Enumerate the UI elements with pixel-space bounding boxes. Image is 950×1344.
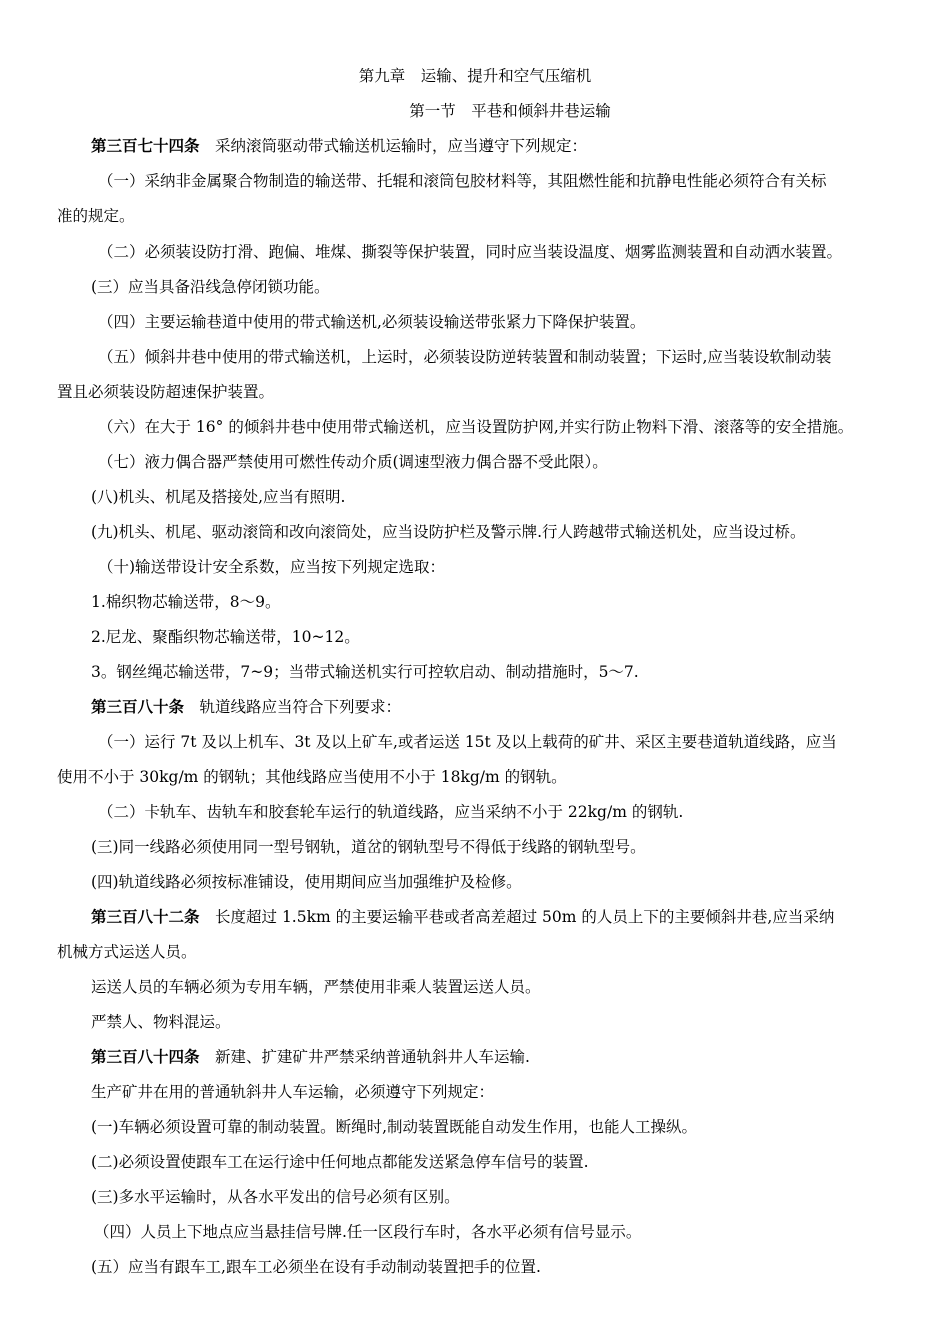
- paragraph-line: 机械方式运送人员。: [57, 943, 197, 961]
- paragraph-line: (一)车辆必须设置可靠的制动装置。断绳时,制动装置既能自动发生作用，也能人工操纵。: [91, 1118, 698, 1136]
- article-374-heading: [91, 136, 587, 156]
- paragraph-line: (三)多水平运输时，从各水平发出的信号必须有区别。: [91, 1188, 460, 1206]
- paragraph-line: （二）必须装设防打滑、跑偏、堆煤、撕裂等保护装置，同时应当装设温度、烟雾监测装置和自动洒水装置。: [98, 243, 843, 261]
- paragraph-line: （五）倾斜井巷中使用的带式输送机，上运时，必须装设防逆转装置和制动装置；下运时,应当装设软制动装: [98, 348, 832, 366]
- paragraph-line: (三）应当具备沿线急停闭锁功能。: [91, 278, 330, 296]
- paragraph-line: (二)必须设置使跟车工在运行途中任何地点都能发送紧急停车信号的装置.: [91, 1153, 589, 1171]
- paragraph-line: 1.棉织物芯输送带，8～9。: [91, 593, 281, 611]
- article-number: 第三百八十四条: [91, 1048, 200, 1066]
- paragraph-line: (四)轨道线路必须按标准铺设，使用期间应当加强维护及检修。: [91, 873, 522, 891]
- article-number: 第三百八十二条: [91, 908, 200, 926]
- paragraph-line: （一）采纳非金属聚合物制造的输送带、托辊和滚筒包胶材料等，其阻燃性能和抗静电性能必须符合有关标: [98, 172, 827, 190]
- paragraph-line: (九)机头、机尾、驱动滚筒和改向滚筒处，应当设防护栏及警示牌.行人跨越带式输送机处，应当设过桥。: [91, 523, 806, 541]
- paragraph-line: （四）主要运输巷道中使用的带式输送机,必须装设输送带张紧力下降保护装置。: [98, 313, 646, 331]
- paragraph-line: 使用不小于 30kg/m 的钢轨；其他线路应当使用不小于 18kg/m 的钢轨。: [57, 768, 567, 786]
- paragraph-line: 生产矿井在用的普通轨斜井人车运输，必须遵守下列规定：: [91, 1083, 495, 1101]
- article-384-heading: [91, 1047, 530, 1067]
- article-text: 新建、扩建矿井严禁采纳普通轨斜井人车运输.: [199, 1048, 530, 1066]
- article-number: 第三百八十条: [91, 698, 185, 716]
- article-382-heading: [91, 907, 834, 927]
- paragraph-line: （十)输送带设计安全系数，应当按下列规定选取：: [98, 558, 446, 576]
- chapter-title: 第九章 运输、提升和空气压缩机: [358, 67, 592, 85]
- paragraph-line: 3。钢丝绳芯输送带，7~9；当带式输送机实行可控软启动、制动措施时，5～7.: [91, 663, 639, 681]
- paragraph-line: （四）人员上下地点应当悬挂信号牌.任一区段行车时，各水平必须有信号显示。: [94, 1223, 642, 1241]
- paragraph-line: (五）应当有跟车工,跟车工必须坐在设有手动制动装置把手的位置.: [91, 1258, 541, 1276]
- paragraph-line: （七）液力偶合器严禁使用可燃性传动介质(调速型液力偶合器不受此限）。: [98, 453, 608, 471]
- article-text: 采纳滚筒驱动带式输送机运输时，应当遵守下列规定：: [199, 137, 588, 155]
- paragraph-line: 准的规定。: [57, 207, 135, 225]
- paragraph-line: （六）在大于 16° 的倾斜井巷中使用带式输送机，应当设置防护网,并实行防止物料下滑、滚落等的安全措施。: [98, 418, 854, 436]
- paragraph-line: 置且必须装设防超速保护装置。: [57, 383, 275, 401]
- section-title: 第一节 平巷和倾斜井巷运输: [409, 102, 611, 120]
- paragraph-line: （二）卡轨车、齿轨车和胶套轮车运行的轨道线路，应当采纳不小于 22kg/m 的钢轨.: [98, 803, 684, 821]
- paragraph-line: (八)机头、机尾及搭接处,应当有照明.: [91, 488, 346, 506]
- article-text: 轨道线路应当符合下列要求：: [184, 698, 402, 716]
- article-380-heading: [91, 697, 401, 717]
- paragraph-line: (三)同一线路必须使用同一型号钢轨，道岔的钢轨型号不得低于线路的钢轨型号。: [91, 838, 646, 856]
- paragraph-line: 严禁人、物料混运。: [91, 1013, 231, 1031]
- paragraph-line: 2.尼龙、聚酯织物芯输送带，10~12。: [91, 628, 360, 646]
- paragraph-line: （一）运行 7t 及以上机车、3t 及以上矿车,或者运送 15t 及以上载荷的矿井、采区主要巷道轨道线路，应当: [98, 733, 837, 751]
- article-text: 长度超过 1.5km 的主要运输平巷或者高差超过 50m 的人员上下的主要倾斜井巷,应当采纳: [199, 908, 835, 926]
- paragraph-line: 运送人员的车辆必须为专用车辆，严禁使用非乘人装置运送人员。: [91, 978, 541, 996]
- article-number: 第三百七十四条: [91, 137, 200, 155]
